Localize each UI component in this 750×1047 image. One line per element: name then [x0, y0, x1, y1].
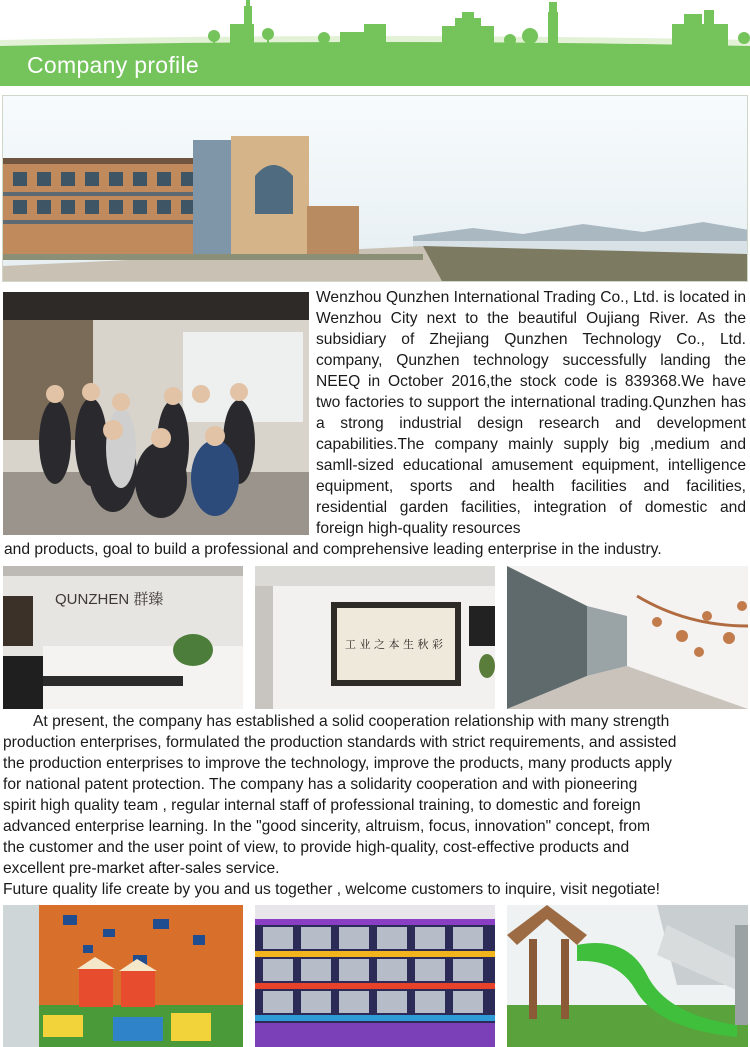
- calligraphy-scroll: 工 业 之 本 生 秋 彩: [345, 638, 443, 651]
- headquarters-photo: [2, 95, 748, 282]
- company-introduction: Wenzhou Qunzhen International Trading Co., Ltd. is located in Wenzhou City next to the beautiful Oujiang River. As the subsidiary of Zhejiang Qunzhen Technology Co., Ltd. company, Qunzhen technology successfully landing the NEEQ in October 2016,the stock code is 839368.We have two factories to support the international trading.Qunzhen has a strong industrial design research and development capabilities.The company mainly supply big ,medium and samll-sized educational amusement equipment, intelligence equipment, sports and health facilities and facilities, residential garden facilities, integration of domestic and foreign high-quality resources: [316, 289, 746, 537]
- team-office-photo: [3, 292, 309, 535]
- company-cooperation-paragraph: [3, 711, 745, 879]
- paragraph-line: At present, the company has established a solid cooperation relationship with many strength: [33, 713, 670, 730]
- paragraph-line: the customer and the user point of view, to provide high-quality, cost-effective products and: [3, 839, 630, 856]
- calligraphy-wall-photo: [255, 566, 495, 709]
- paragraph-line: the production enterprises to improve the technology, improve the products, many products apply: [3, 755, 672, 772]
- office-photo-row: [0, 566, 750, 709]
- storage-shelf-photo: [255, 905, 495, 1047]
- company-introduction-continued: and products, goal to build a professional and comprehensive leading enterprise in the industry.: [4, 541, 662, 558]
- corridor-photo: [507, 566, 748, 709]
- outdoor-slide-photo: [507, 905, 748, 1047]
- header-banner: [0, 0, 750, 86]
- paragraph-line: for national patent protection. The company has a solidarity cooperation and with pioneering: [3, 776, 638, 793]
- soft-play-area-photo: [3, 905, 243, 1047]
- paragraph-line: excellent pre-market after-sales service.: [3, 860, 280, 877]
- closing-invitation: Future quality life create by you and us together , welcome customers to inquire, visit negotiate!: [3, 881, 661, 898]
- reception-desk-photo: [3, 566, 243, 709]
- paragraph-line: spirit high quality team , regular internal staff of professional training, to domestic and foreign: [3, 797, 641, 814]
- page-title: Company profile: [27, 52, 199, 78]
- paragraph-line: advanced enterprise learning. In the "good sincerity, altruism, focus, innovation" concept, from: [3, 818, 651, 835]
- paragraph-line: production enterprises, formulated the production standards with strict requirements, and assisted: [3, 734, 677, 751]
- qunzhen-logo-sign: QUNZHEN 群臻: [55, 591, 164, 608]
- product-photo-row: [0, 905, 750, 1047]
